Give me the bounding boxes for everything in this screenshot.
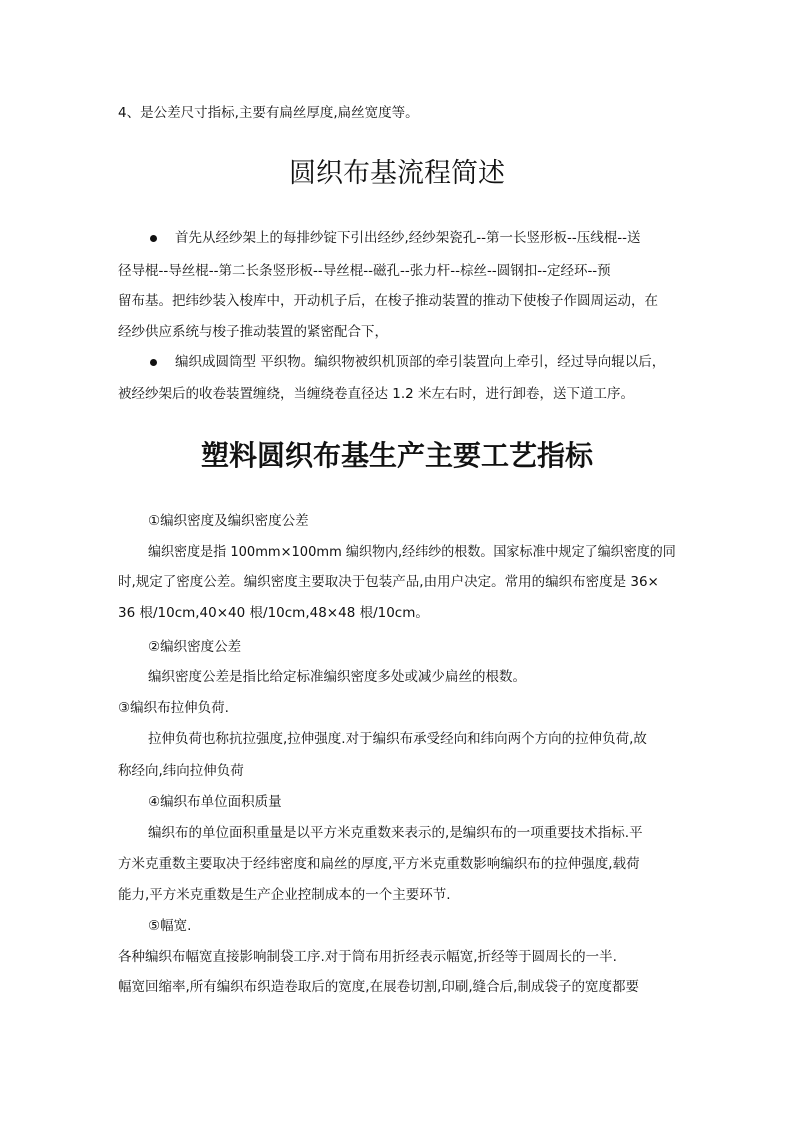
para-line-11: 编织布的单位面积重量是以平方米克重数来表示的,是编织布的一项重要技术指标.平 [148,825,643,841]
para-line-8: 拉伸负荷也称抗拉强度,拉伸强度.对于编织布承受经向和纬向两个方向的拉伸负荷,故 [148,731,647,747]
para-line-2: 编织密度是指 100mm×100mm 编织物内,经纬纱的根数。国家标准中规定了编织密度的同 [148,544,676,560]
para-line-16: 幅宽回缩率,所有编织布织造卷取后的宽度,在展卷切割,印刷,缝合后,制成袋子的宽度都要 [118,979,639,995]
para-line-7: ③编织布拉伸负荷. [118,700,229,716]
bullet2-line-1: 编织成圆筒型 平织物。编织物被织机顶部的牵引装置向上牵引，经过导向辊以后， [175,354,666,370]
para-line-1: ①编织密度及编织密度公差 [148,513,309,529]
bullet1-line-2: 径导棍--导丝棍--第二长条竖形板--导丝棍--磁孔--张力杆--棕丝--圆钢扣--定经环--预 [118,263,611,279]
section-title-indicators: 塑料圆织布基生产主要工艺指标 [200,439,593,472]
para-line-12: 方米克重数主要取决于经纬密度和扁丝的厚度,平方米克重数影响编织布的拉伸强度,载荷 [118,856,640,872]
para-line-10: ④编织布单位面积质量 [148,794,282,810]
bullet1-line-3: 留布基。把纬纱装入梭库中，开动机子后，在梭子推动装置的推动下使梭子作圆周运动，在 [118,293,658,309]
bullet-dot-icon [150,359,157,366]
section-title-process: 圆织布基流程简述 [289,158,505,189]
bullet1-line-1: 首先从经纱架上的每排纱锭下引出经纱,经纱架瓷孔--第一长竖形板--压线棍--送 [175,230,641,246]
para-line-13: 能力,平方米克重数是生产企业控制成本的一个主要环节. [118,887,451,903]
para-line-9: 称经向,纬向拉伸负荷 [118,763,244,779]
intro-line: 4、是公差尺寸指标,主要有扁丝厚度,扁丝宽度等。 [118,105,419,121]
para-line-15: 各种编织布幅宽直接影响制袋工序.对于筒布用折经表示幅宽,折经等于圆周长的一半. [118,949,617,965]
para-line-14: ⑤幅宽. [148,918,192,934]
para-line-4: 36 根/10cm,40×40 根/10cm,48×48 根/10cm。 [118,605,429,621]
para-line-5: ②编织密度公差 [148,639,242,655]
para-line-3: 时,规定了密度公差。编织密度主要取决于包装产品,由用户决定。常用的编织布密度是 36× [118,574,659,590]
para-line-6: 编织密度公差是指比给定标准编织密度多处或减少扁丝的根数。 [148,669,526,685]
bullet-dot-icon [150,235,157,242]
bullet2-line-2: 被经纱架后的收卷装置缠绕，当缠绕卷直径达 1.2 米左右时，进行卸卷，送下道工序。 [118,386,635,402]
bullet1-line-4: 经纱供应系统与梭子推动装置的紧密配合下， [118,324,388,340]
